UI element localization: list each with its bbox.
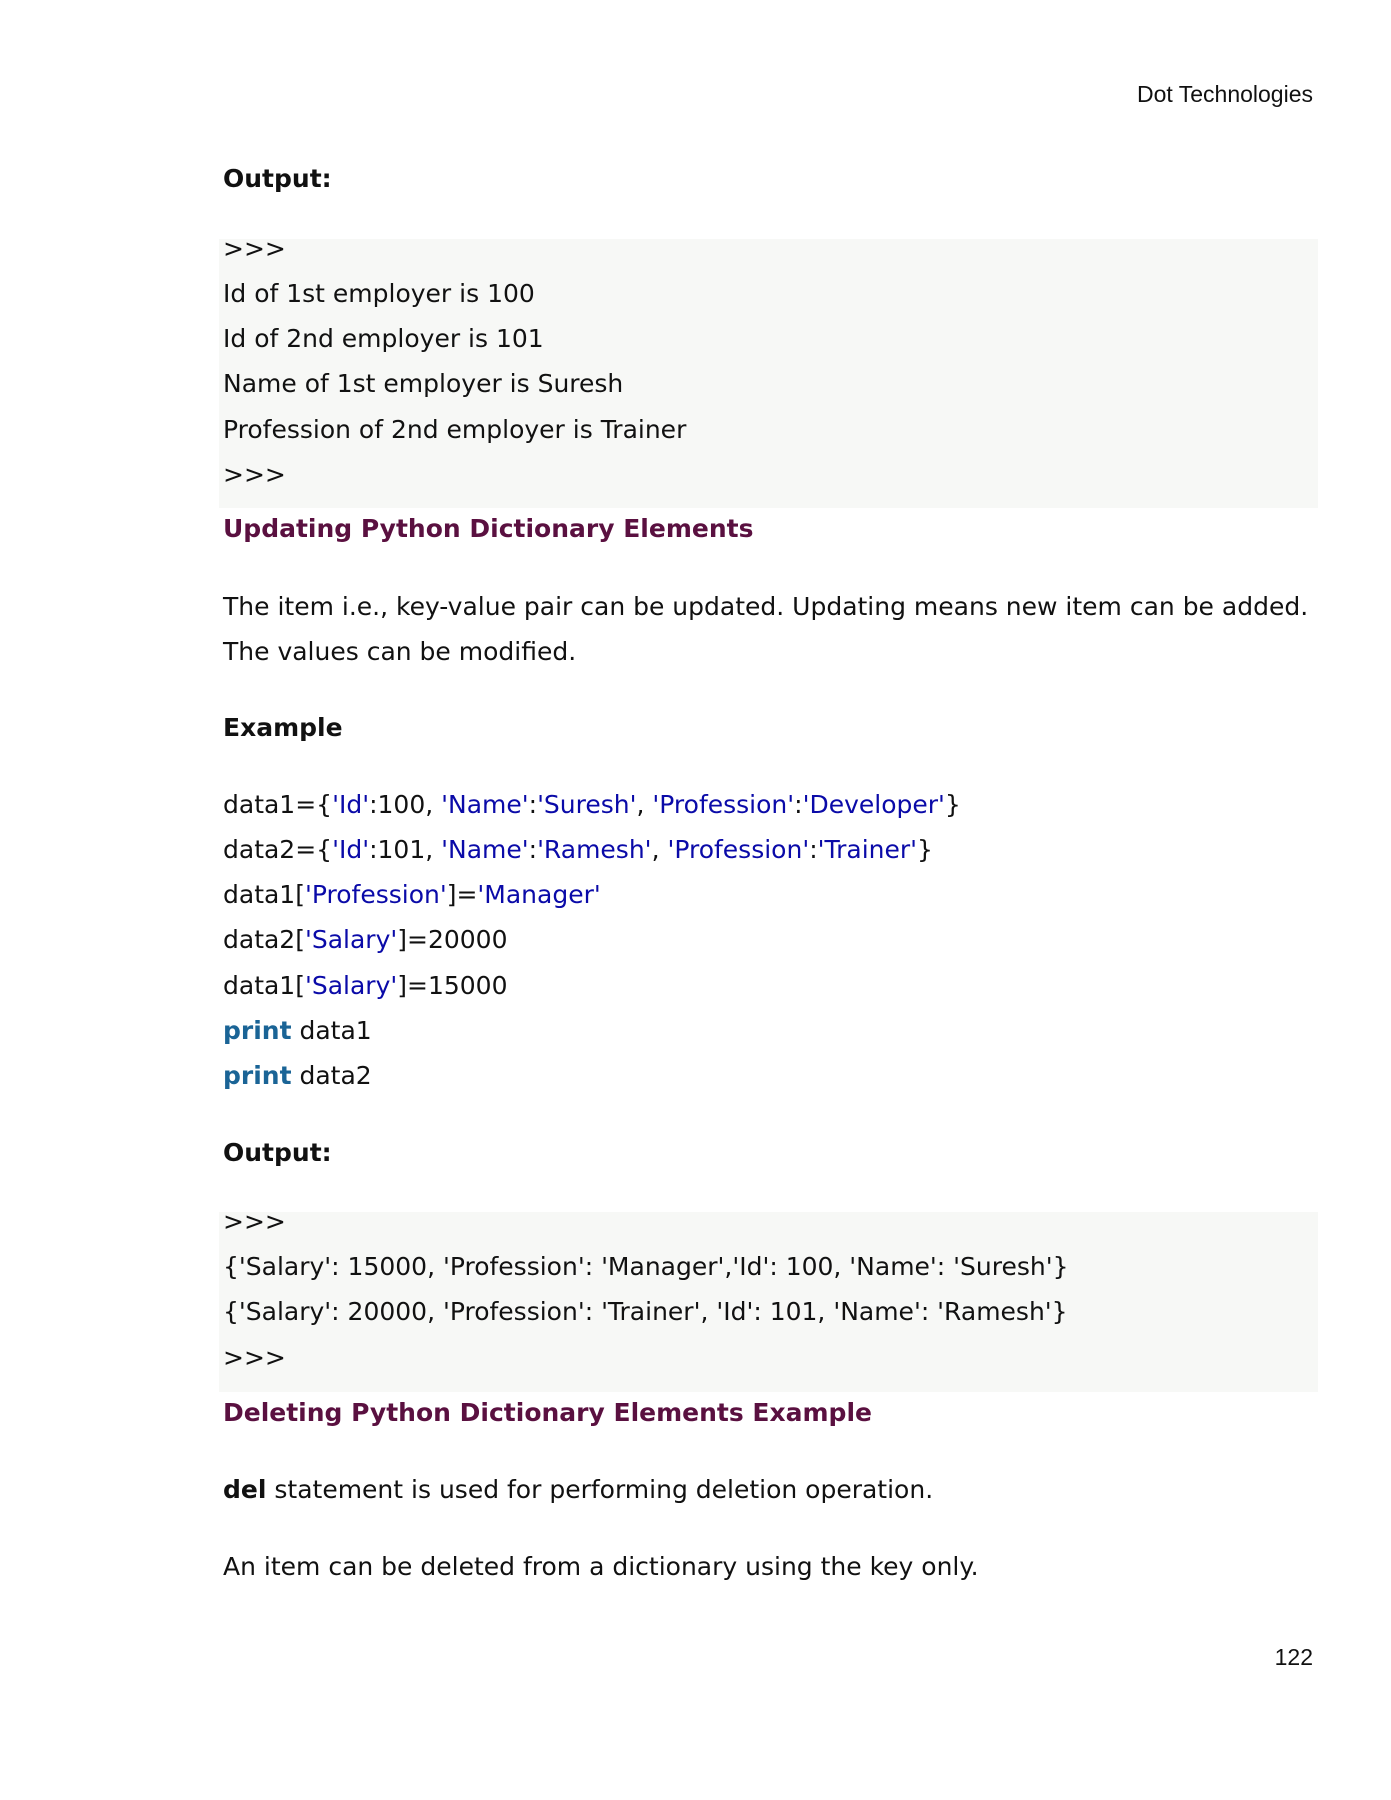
code-text: :101,	[369, 835, 442, 864]
code-text: :100,	[369, 790, 442, 819]
del-keyword: del	[223, 1475, 267, 1504]
code-line	[223, 872, 601, 917]
code-text: data2[	[223, 925, 305, 954]
output-line: >>>	[223, 1343, 286, 1372]
code-text: data1[	[223, 971, 305, 1000]
output-block-2	[219, 1207, 1318, 1392]
code-string: 'Trainer'	[817, 835, 918, 864]
example-label: Example	[223, 713, 343, 742]
output-line: Id of 1st employer is 100	[223, 279, 535, 308]
code-string: 'Id'	[332, 790, 370, 819]
code-string: 'Manager'	[477, 880, 601, 909]
code-line	[223, 917, 508, 962]
output-line: >>>	[223, 460, 286, 489]
code-text: }	[917, 835, 933, 864]
code-line	[223, 1008, 372, 1053]
code-string: 'Profession'	[652, 790, 795, 819]
code-string: 'Name'	[441, 790, 529, 819]
output-line: >>>	[223, 234, 286, 263]
code-keyword: print	[223, 1061, 292, 1090]
code-string: 'Developer'	[802, 790, 945, 819]
code-string: 'Salary'	[304, 925, 398, 954]
output-line: Profession of 2nd employer is Trainer	[223, 415, 687, 444]
page-number: 122	[1274, 1644, 1313, 1670]
output-line: >>>	[223, 1207, 286, 1236]
paragraph-line: The item i.e., key-value pair can be updated. Updating means new item can be added.	[223, 592, 1309, 621]
code-line	[223, 827, 933, 872]
code-string: 'Ramesh'	[537, 835, 652, 864]
code-text: }	[944, 790, 961, 819]
delete-key-paragraph: An item can be deleted from a dictionary using the key only.	[223, 1552, 979, 1581]
paragraph-line: The values can be modified.	[223, 637, 577, 666]
code-text: data1={	[223, 790, 333, 819]
code-text: :	[528, 790, 538, 819]
output-line: Name of 1st employer is Suresh	[223, 369, 624, 398]
code-text: data1[	[223, 880, 305, 909]
code-string: 'Salary'	[304, 971, 398, 1000]
code-text: ,	[636, 790, 653, 819]
code-string: 'Name'	[441, 835, 529, 864]
code-text: ,	[651, 835, 668, 864]
code-string: 'Id'	[332, 835, 370, 864]
code-string: 'Profession'	[304, 880, 447, 909]
code-text: ]=15000	[397, 971, 508, 1000]
code-line	[223, 782, 961, 827]
output-label-1: Output:	[223, 164, 332, 193]
code-line	[223, 963, 508, 1008]
section-heading-deleting: Deleting Python Dictionary Elements Example	[223, 1398, 872, 1427]
section-heading-updating: Updating Python Dictionary Elements	[223, 514, 754, 543]
del-statement-paragraph	[223, 1467, 933, 1512]
code-keyword: print	[223, 1016, 292, 1045]
code-text: :	[794, 790, 803, 819]
output-line: Id of 2nd employer is 101	[223, 324, 544, 353]
code-text: ]=	[446, 880, 478, 909]
page-header-brand: Dot Technologies	[1136, 81, 1313, 107]
del-description: statement is used for performing deletion operation.	[266, 1475, 934, 1504]
code-text: data1	[291, 1016, 372, 1045]
output-label-2: Output:	[223, 1138, 332, 1167]
code-text: data2={	[223, 835, 333, 864]
code-text: ]=20000	[397, 925, 508, 954]
output-line: {'Salary': 20000, 'Profession': 'Trainer', 'Id': 101, 'Name': 'Ramesh'}	[223, 1297, 1068, 1326]
code-string: 'Profession'	[667, 835, 810, 864]
output-block-1	[219, 234, 1318, 508]
code-string: 'Suresh'	[537, 790, 637, 819]
output-line: {'Salary': 15000, 'Profession': 'Manager','Id': 100, 'Name': 'Suresh'}	[223, 1252, 1069, 1281]
code-text: :	[809, 835, 818, 864]
code-text: :	[528, 835, 538, 864]
code-text: data2	[291, 1061, 372, 1090]
code-line	[223, 1053, 372, 1098]
